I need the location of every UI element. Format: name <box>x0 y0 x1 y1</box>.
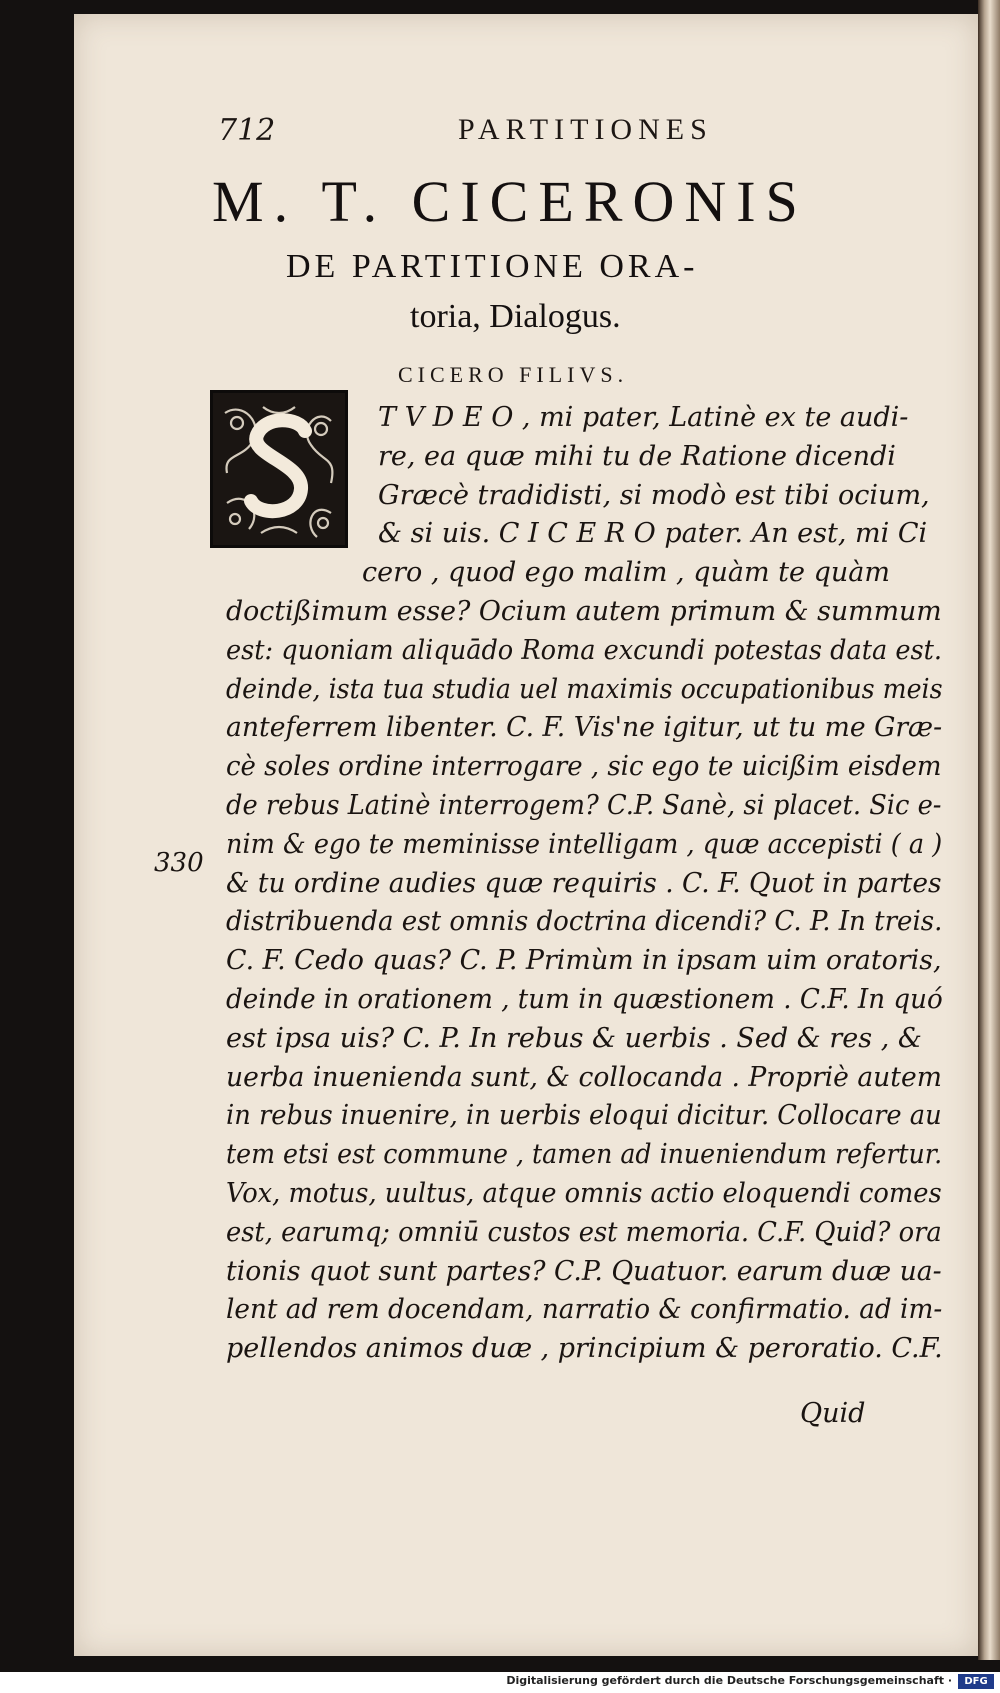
margin-note: 330 <box>154 848 204 878</box>
text-line: & si uis. C I C E R O pater. An est, mi Ci <box>378 518 928 550</box>
work-title: M. T. CICERONIS <box>212 169 808 234</box>
text-line: lent ad rem docendam, narratio & confirmatio. ad im- <box>226 1294 943 1326</box>
text-line: deinde in orationem , tum in quæstionem . C.F. In quó <box>226 984 943 1015</box>
text-line: tem etsi est commune , tamen ad inueniendum refertur. <box>226 1139 943 1171</box>
text-line: tionis quot sunt partes? C.P. Quatuor. earum duæ ua- <box>226 1255 942 1287</box>
catchword: Quid <box>800 1398 866 1429</box>
text-line: pellendos animos duæ , principium & peroratio. C.F. <box>226 1333 943 1365</box>
text-line: anteferrem libenter. C. F. Vis'ne igitur, ut tu me Græ- <box>226 712 943 744</box>
book-fore-edge <box>978 0 1000 1660</box>
text-line: Vox, motus, uultus, atque omnis actio eloquendi comes <box>226 1178 942 1209</box>
text-line: C. F. Cedo quas? C. P. Primùm in ipsam uim oratoris, <box>226 945 942 977</box>
text-line: nim & ego te meminisse intelligam , quæ accepisti ( a ) <box>226 828 943 860</box>
dfg-logo-icon: DFG <box>958 1674 994 1689</box>
digitization-footer <box>0 1672 1000 1693</box>
text-line: & tu ordine audies quæ requiris . C. F. Quot in partes <box>226 867 942 899</box>
text-line: Græcè tradidisti, si modò est tibi ocium, <box>378 479 930 511</box>
page-number: 712 <box>218 113 276 148</box>
text-line: cero , quod ego malim , quàm te quàm <box>362 557 890 589</box>
text-line: re, ea quæ mihi tu de Ratione dicendi <box>378 440 896 472</box>
text-line: est ipsa uis? C. P. In rebus & uerbis . Sed & res , & <box>226 1022 922 1054</box>
text-line: T V D E O , mi pater, Latinè ex te audi- <box>378 402 909 433</box>
text-line: est, earumq; omniū custos est memoria. C.F. Quid? ora <box>226 1216 942 1248</box>
speaker-heading: CICERO FILIVS. <box>398 362 629 387</box>
text-line: deinde, ista tua studia uel maximis occupationibus meis <box>226 673 943 705</box>
ornamental-initial-s-icon <box>213 393 345 545</box>
text-line: doctißimum esse? Ocium autem primum & summum <box>226 596 942 627</box>
work-subtitle-line2: toria, Dialogus. <box>410 298 621 335</box>
drop-cap-initial <box>210 390 348 548</box>
text-line: de rebus Latinè interrogem? C.P. Sanè, si placet. Sic e- <box>226 790 942 821</box>
text-line: est: quoniam aliquādo Roma excundi potestas data est. <box>226 634 943 666</box>
running-title: PARTITIONES <box>458 113 713 146</box>
footer-credit: Digitalisierung gefördert durch die Deutsche Forschungsgemeinschaft · <box>506 1674 952 1687</box>
running-head <box>218 113 918 163</box>
text-line: uerba inuenienda sunt, & collocanda . Propriè autem <box>226 1061 942 1093</box>
text-line: in rebus inuenire, in uerbis eloqui dicitur. Collocare au <box>226 1100 942 1132</box>
text-line: distribuenda est omnis doctrina dicendi? C. P. In treis. <box>226 906 943 938</box>
text-line: cè soles ordine interrogare , sic ego te uicißim eisdem <box>226 751 942 783</box>
work-subtitle-line1: DE PARTITIONE ORA- <box>286 248 699 285</box>
